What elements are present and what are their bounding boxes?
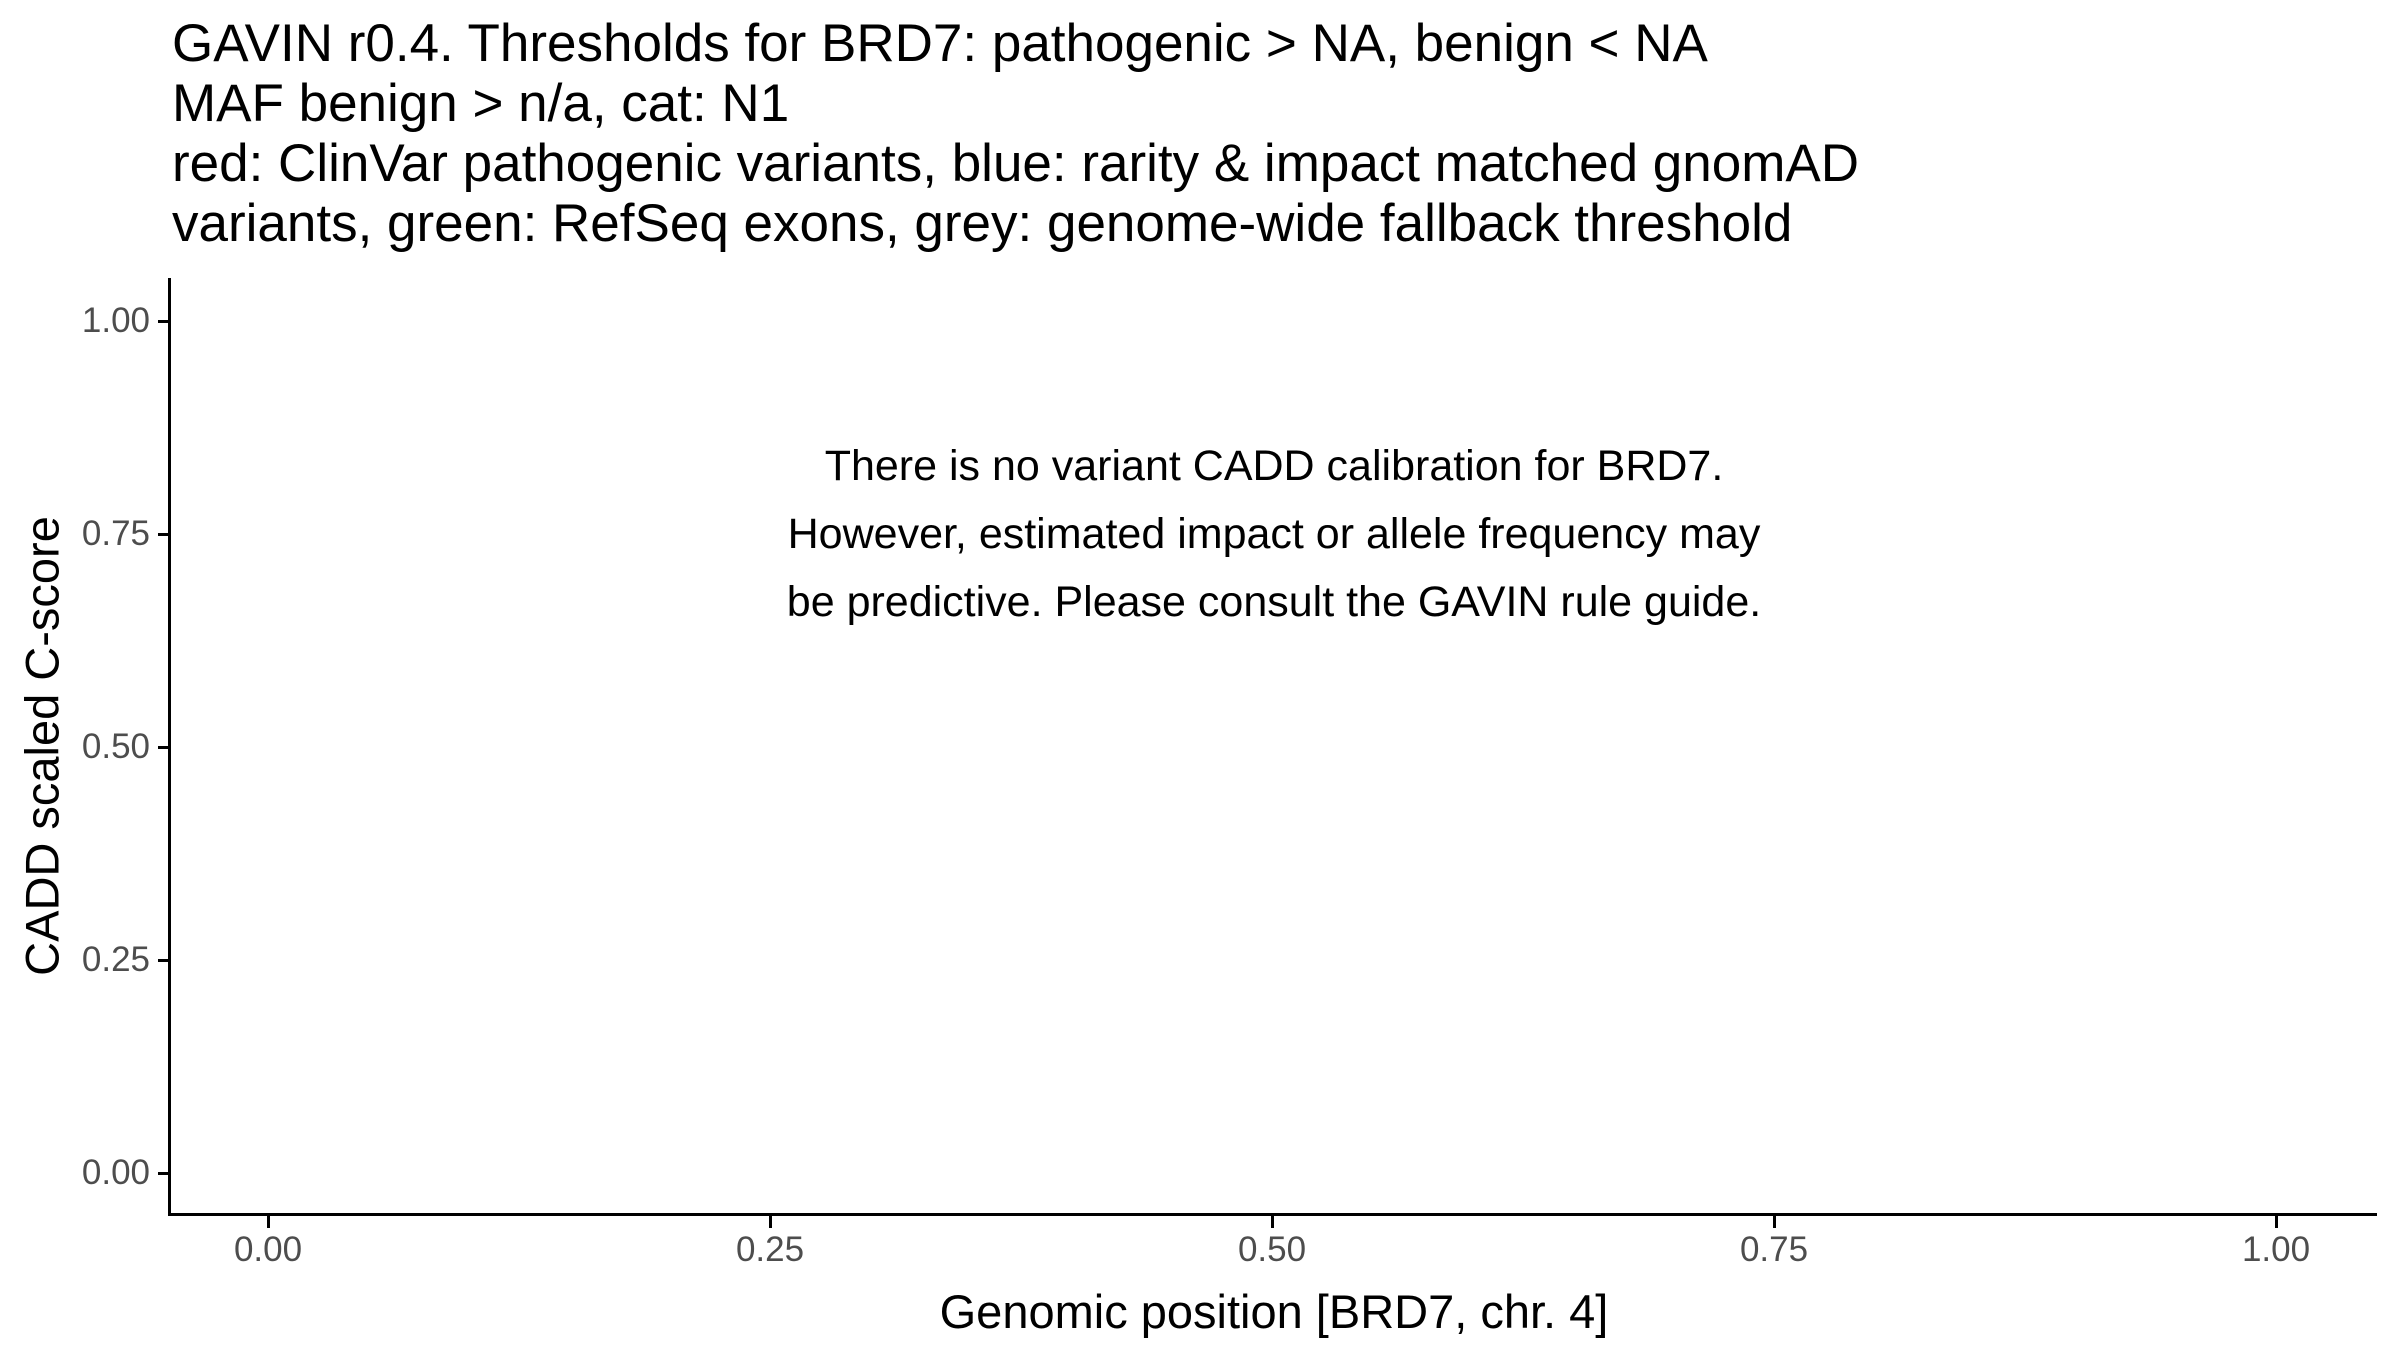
x-tick-label-0.00: 0.00: [233, 1230, 303, 1269]
chart-title-line-4: variants, green: RefSeq exons, grey: genome-wide fallback threshold: [172, 194, 1793, 253]
y-tick-mark-0.00: [158, 1172, 170, 1175]
y-tick-label-0.75: 0.75: [81, 514, 150, 553]
y-tick-mark-1.00: [158, 320, 170, 323]
x-tick-mark-0.50: [1271, 1216, 1274, 1228]
x-tick-label-0.75: 0.75: [1739, 1230, 1809, 1269]
y-tick-mark-0.50: [158, 746, 170, 749]
y-tick-label-1.00: 1.00: [81, 301, 150, 340]
x-axis-title: Genomic position [BRD7, chr. 4]: [939, 1285, 1609, 1338]
y-tick-mark-0.75: [158, 533, 170, 536]
annotation-line-2: However, estimated impact or allele frequency may: [787, 510, 1761, 558]
x-tick-label-0.25: 0.25: [735, 1230, 805, 1269]
x-tick-mark-0.25: [769, 1216, 772, 1228]
chart-title-line-3: red: ClinVar pathogenic variants, blue: rarity & impact matched gnomAD: [172, 134, 1859, 193]
x-tick-mark-0.75: [1773, 1216, 1776, 1228]
y-tick-label-0.00: 0.00: [81, 1153, 150, 1192]
chart-title-line-2: MAF benign > n/a, cat: N1: [172, 74, 790, 133]
no-calibration-annotation: [787, 432, 1761, 636]
chart-title-line-1: GAVIN r0.4. Thresholds for BRD7: pathogenic > NA, benign < NA: [172, 14, 1708, 73]
y-tick-label-0.50: 0.50: [81, 727, 150, 766]
annotation-line-3: be predictive. Please consult the GAVIN rule guide.: [786, 578, 1762, 626]
x-tick-label-0.50: 0.50: [1237, 1230, 1307, 1269]
annotation-line-1: There is no variant CADD calibration for BRD7.: [824, 442, 1724, 490]
y-tick-label-0.25: 0.25: [81, 940, 150, 979]
y-axis-title: CADD scaled C-score: [15, 516, 69, 976]
y-tick-mark-0.25: [158, 959, 170, 962]
x-tick-label-1.00: 1.00: [2241, 1230, 2311, 1269]
chart-title: [172, 14, 1859, 254]
x-tick-mark-1.00: [2275, 1216, 2278, 1228]
x-tick-mark-0.00: [267, 1216, 270, 1228]
